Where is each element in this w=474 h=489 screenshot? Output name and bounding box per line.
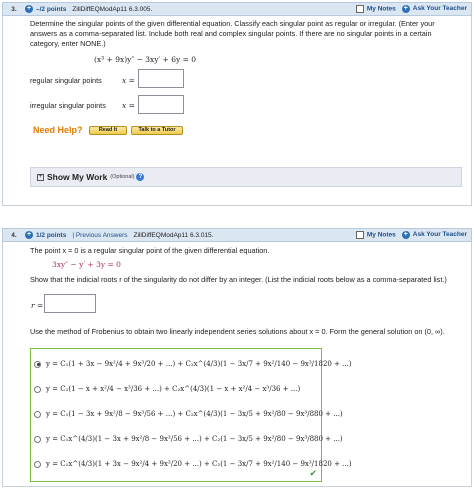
q3-id: ZillDiffEQModAp11 6.3.005. <box>72 5 153 13</box>
q4-intro: The point x = 0 is a regular singular point of the given differential equation. <box>30 246 270 255</box>
indicial-roots-input[interactable] <box>44 294 96 313</box>
q4-my-notes[interactable] <box>356 231 396 239</box>
q4-id: ZillDiffEQModAp11 6.3.015. <box>133 231 214 239</box>
q4-ask-teacher[interactable] <box>402 231 467 239</box>
irregular-label: irregular singular points <box>30 101 106 110</box>
q4-instructions: Show that the indicial roots r of the singularity do not differ by an integer. (List the indicial roots below as a comma-separated list.) <box>30 275 447 284</box>
option-5[interactable] <box>34 452 352 476</box>
talk-to-tutor-button[interactable]: Talk to a Tutor <box>131 126 183 135</box>
solution-options <box>30 348 352 482</box>
q3-notes-checkbox[interactable] <box>356 5 364 13</box>
q4-plus-icon[interactable]: + <box>26 231 32 238</box>
read-it-button[interactable]: Read It <box>89 126 127 135</box>
option-1-formula: y = C₁(1 + 3x − 9x²/4 + 9x³/20 + ...) + C₂x^(4/3)(1 − 3x/7 + 9x²/140 − 9x³/1820 + ...) <box>46 360 352 368</box>
q3-my-notes[interactable] <box>356 5 396 13</box>
q4-notes-checkbox[interactable] <box>356 231 364 239</box>
regular-singular-input[interactable] <box>138 69 184 88</box>
expand-icon[interactable]: + <box>38 173 43 180</box>
correct-check-icon: ✔ <box>309 468 317 478</box>
help-icon[interactable]: ? <box>136 173 144 181</box>
q4-previous-answers[interactable]: | Previous Answers <box>72 231 128 239</box>
option-3-radio[interactable] <box>34 411 41 418</box>
q3-number: 3. <box>11 5 17 13</box>
show-my-work-title[interactable]: Show My Work <box>47 172 108 182</box>
q3-instructions: Determine the singular points of the given differential equation. Classify each singular point as regular or irregular. (Enter your answers as a comma-separated list. Include both real and complex singular points. If there are no singular points in a certain category, enter NONE.) <box>30 19 435 48</box>
optional-label: (Optional) <box>110 174 135 180</box>
q4-ask-teacher-label[interactable]: Ask Your Teacher <box>412 231 467 238</box>
q3-header <box>2 2 472 16</box>
irregular-singular-input[interactable] <box>138 95 184 114</box>
option-4[interactable] <box>34 427 343 451</box>
q4-my-notes-label[interactable]: My Notes <box>366 231 396 239</box>
irregular-x-eq: x = <box>122 101 135 110</box>
option-3-formula: y = C₁(1 − 3x + 9x²/8 − 9x³/56 + ...) + C₂x^(4/3)(1 − 3x/5 + 9x²/80 − 9x³/880 + ...) <box>46 410 343 418</box>
q3-ask-teacher[interactable] <box>402 5 467 13</box>
option-5-formula: y = C₁x^(4/3)(1 + 3x − 9x²/4 + 9x³/20 + ...) + C₂(1 − 3x/7 + 9x²/140 − 9x³/1820 + ...) <box>46 460 352 468</box>
option-1-radio[interactable] <box>34 361 41 368</box>
q3-equation: (x³ + 9x)y″ − 3xy′ + 6y = 0 <box>94 55 197 64</box>
q4-points: 1/2 points <box>36 231 67 239</box>
option-4-radio[interactable] <box>34 436 41 443</box>
option-2-formula: y = C₁(1 − x + x²/4 − x³/36 + ...) + C₂x^(4/3)(1 − x + x²/4 − x³/36 + ...) <box>46 385 301 393</box>
q4-header <box>2 228 472 242</box>
option-4-formula: y = C₁x^(4/3)(1 − 3x + 9x²/8 − 9x³/56 + ...) + C₂(1 − 3x/5 + 9x²/80 − 9x³/880 + ...) <box>46 435 343 443</box>
q4-ask-plus-icon: + <box>403 231 408 238</box>
q4-number: 4. <box>11 231 17 239</box>
frobenius-instructions: Use the method of Frobenius to obtain two linearly independent series solutions about x = 0. Form the general solution on (0, ∞). <box>30 327 445 336</box>
regular-x-eq: x = <box>122 76 135 85</box>
option-2[interactable] <box>34 377 300 401</box>
q3-ask-teacher-label[interactable]: Ask Your Teacher <box>412 5 467 12</box>
q4-equation: 3xy″ − y′ + 3y = 0 <box>52 260 121 269</box>
q3-plus-icon[interactable]: + <box>26 5 32 12</box>
option-1[interactable] <box>34 352 352 376</box>
need-help-label: Need Help? <box>33 125 83 135</box>
q3-points: –/2 points <box>36 5 67 13</box>
r-eq-label: r = <box>31 301 44 310</box>
regular-label: regular singular points <box>30 76 102 85</box>
option-2-radio[interactable] <box>34 386 41 393</box>
show-my-work-bar[interactable] <box>30 167 462 187</box>
option-5-radio[interactable] <box>34 461 41 468</box>
q3-ask-plus-icon: + <box>403 5 408 12</box>
q3-my-notes-label[interactable]: My Notes <box>366 5 396 13</box>
option-3[interactable] <box>34 402 343 426</box>
